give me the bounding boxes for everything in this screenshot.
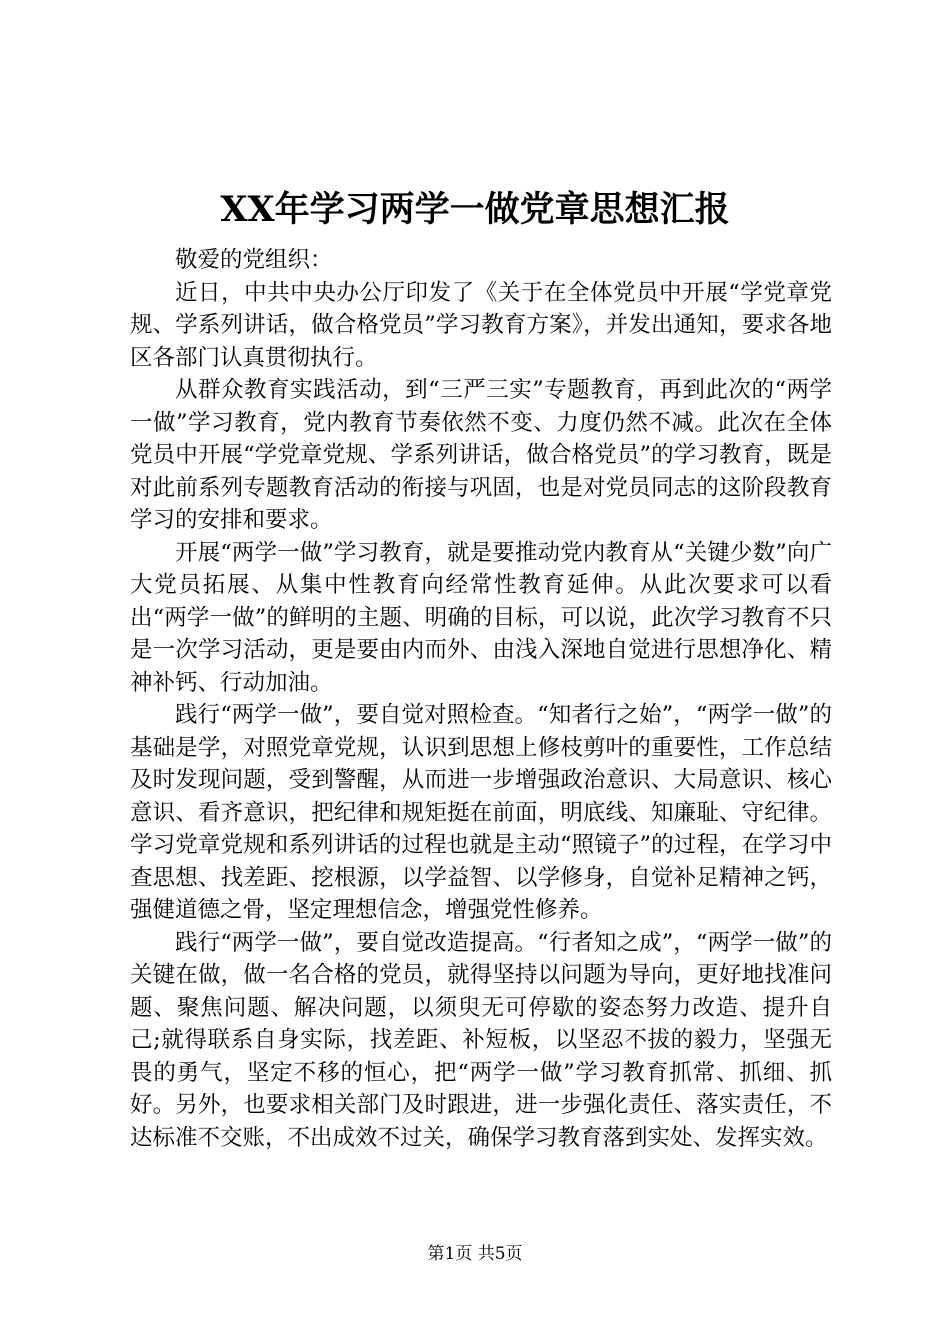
paragraph-5: 践行“两学一做”，要自觉改造提高。“行者知之成”，“两学一做”的关键在做，做一名合格的党员，就得坚持以问题为导向，更好地找准问题、聚焦问题、解决问题，以须臾无可停歇的姿态努力改造、提升自己;就得联系自身实际，找差距、补短板，以坚忍不拔的毅力，坚强无畏的勇气，坚定不移的恒心，把“两学一做”学习教育抓常、抓细、抓好。另外，也要求相关部门及时跟进，进一步强化责任、落实责任，不达标准不交账，不出成效不过关，确保学习教育落到实处、发挥实效。 xyxy=(130,929,832,1151)
paragraph-1: 近日，中共中央办公厅印发了《关于在全体党员中开展“学党章党规、学系列讲话，做合格党员”学习教育方案》，并发出通知，要求各地区各部门认真贯彻执行。 xyxy=(130,279,832,371)
document-title: XX年学习两学一做党章思想汇报 xyxy=(220,189,730,230)
paragraph-4: 践行“两学一做”，要自觉对照检查。“知者行之始”，“两学一做”的基础是学，对照党章党规，认识到思想上修枝剪叶的重要性，工作总结及时发现问题，受到警醒，从而进一步增强政治意识、大局意识、核心意识、看齐意识，把纪律和规矩挺在前面，明底线、知廉耻、守纪律。学习党章党规和系列讲话的过程也就是主动“照镜子”的过程，在学习中查思想、找差距、挖根源，以学益智、以学修身，自觉补足精神之钙，强健道德之骨，坚定理想信念，增强党性修养。 xyxy=(130,702,832,923)
salutation: 敬爱的党组织： xyxy=(175,247,333,273)
document-body xyxy=(130,244,832,1154)
paragraph-3: 开展“两学一做”学习教育，就是要推动党内教育从“关键少数”向广大党员拓展、从集中性教育向经常性教育延伸。从此次要求可以看出“两学一做”的鲜明的主题、明确的目标，可以说，此次学习教育不只是一次学习活动，更是要由内而外、由浅入深地自觉进行思想净化、精神补钙、行动加油。 xyxy=(130,539,832,696)
page-footer: 第1页 共5页 xyxy=(427,1244,523,1264)
paragraph-2: 从群众教育实践活动，到“三严三实”专题教育，再到此次的“两学一做”学习教育，党内教育节奏依然不变、力度仍然不减。此次在全体党员中开展“学党章党规、学系列讲话，做合格党员”的学习教育，既是对此前系列专题教育活动的衔接与巩固，也是对党员同志的这阶段教育学习的安排和要求。 xyxy=(130,377,832,533)
